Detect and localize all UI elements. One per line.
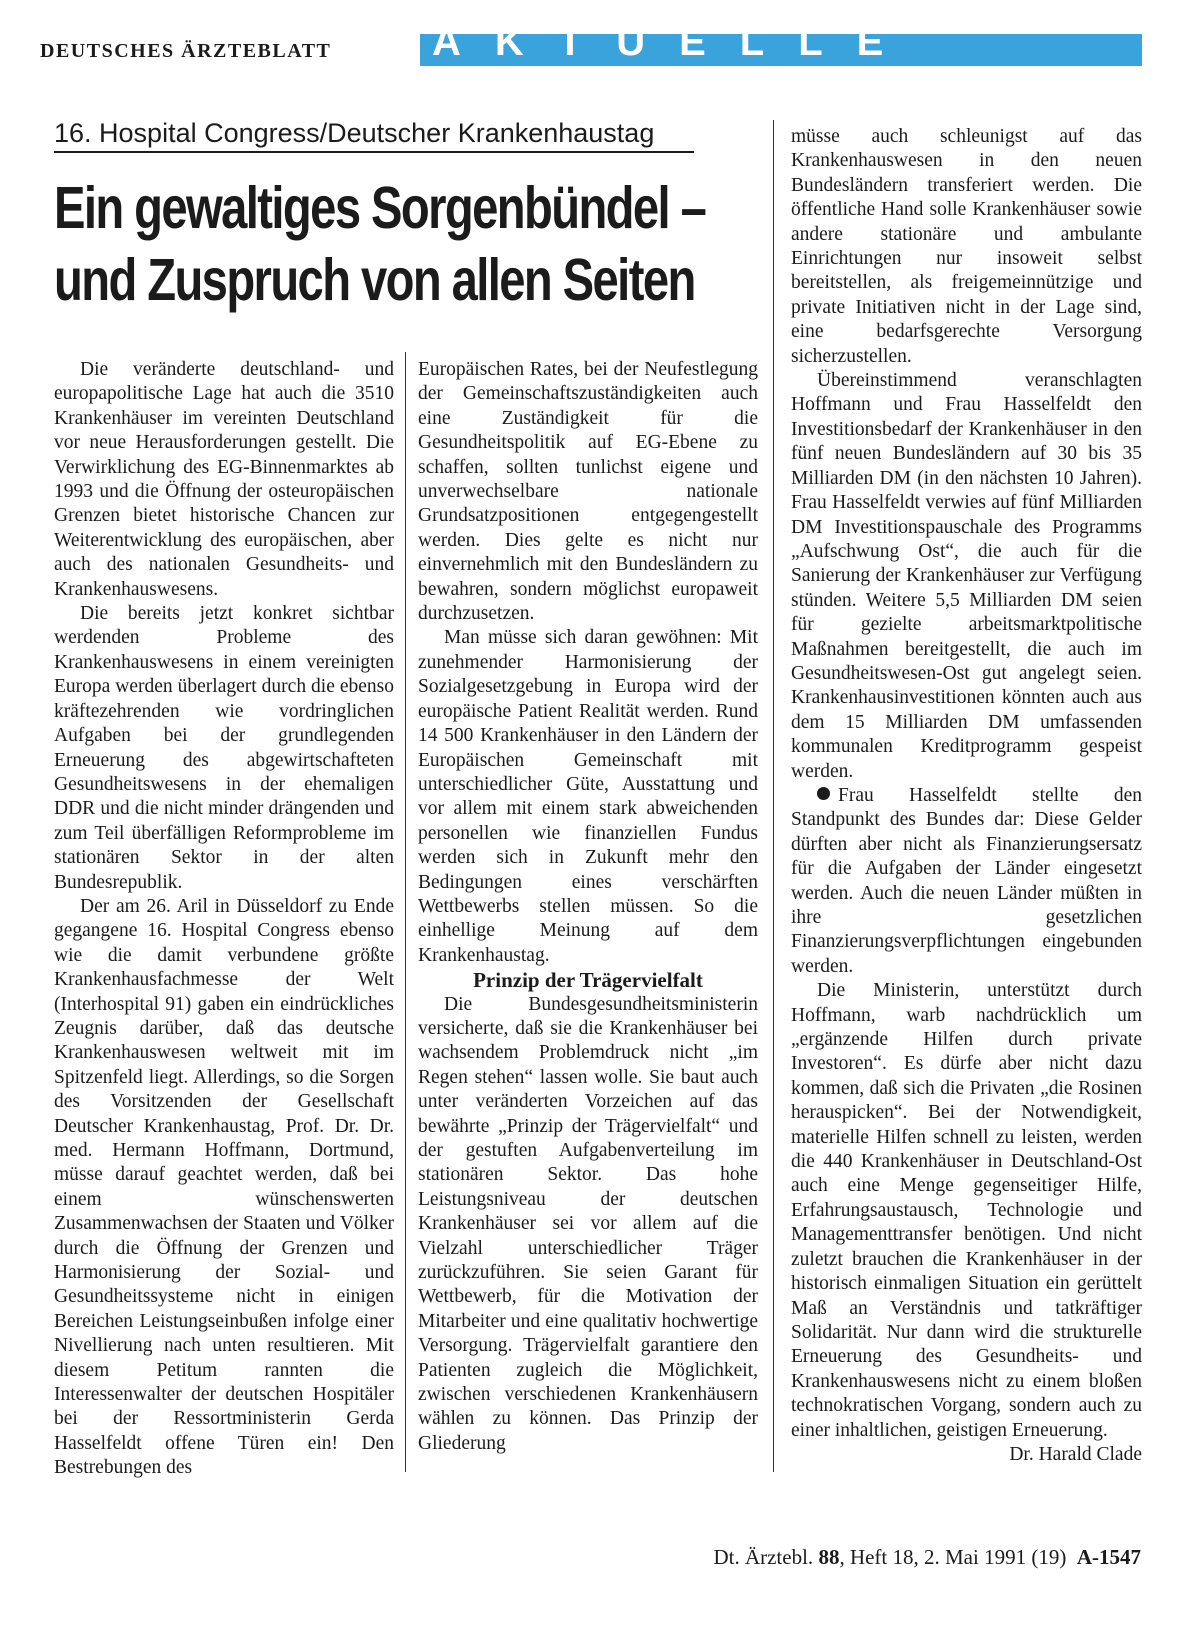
author-byline: Dr. Harald Clade xyxy=(1009,1443,1142,1465)
paragraph: Die Bundesgesundheitsministerin versicherte, daß sie die Krankenhäuser bei wachsendem Problemdruck nicht „im Regen stehen“ lassen wolle. Sie baut auch unter veränderten Vorzeichen auf das bewährte „Prinzip der Trägervielfalt“ und der gestuften Aufgabenverteilung im stationären Sektor. Das hohe Leistungsniveau der deutschen Krankenhäuser sei vor allem auf die Vielzahl unterschiedlicher Träger zurückzuführen. Sie seien Garant für Wettbewerb, für die Motivation der Mitarbeiter und eine qualitativ hochwertige Versorgung. Trägervielfalt garantiere den Patienten zugleich die Möglichkeit, zwischen verschiedenen Krankenhäusern wählen zu können. Das Prinzip der Gliederung xyxy=(418,993,758,1454)
bullet-paragraph-text: Frau Hasselfeldt stellte den Standpunkt des Bundes dar: Diese Gelder dürften aber nicht als Finanzierungsersatz für die Aufgaben der Länder eingesetzt werden. Auch die neuen Länder müßten in ihre gesetzlichen Finanzierungsverpflichtungen eingebunden werden. xyxy=(791,784,1142,977)
section-subhead: Prinzip der Trägervielfalt xyxy=(473,968,703,993)
footer-journal: Dt. Ärztebl. xyxy=(713,1545,814,1569)
column-rule-left xyxy=(405,352,406,1472)
article-kicker: 16. Hospital Congress/Deutscher Krankenhaustag xyxy=(54,116,694,153)
paragraph: Die veränderte deutschland- und europapolitische Lage hat auch die 3510 Krankenhäuser im vereinten Deutschland vor neue Herausforderungen gestellt. Die Verwirklichung des EG-Binnenmarktes ab 1993 und die Öffnung der osteuropäischen Grenzen bietet historische Chancen zur Weiterentwicklung des europäischen, aber auch des nationalen Gesundheits- und Krankenhauswesens. xyxy=(54,359,394,600)
paragraph: müsse auch schleunigst auf das Krankenhauswesen in den neuen Bundesländern transferiert werden. Die öffentliche Hand solle Krankenhäuser sowie andere stationäre und ambulante Einrichtungen nur insoweit selbst bereitstellen, als freigemeinnützige und private Initiativen nicht in der Lage sind, eine bedarfsgerechte Versorgung sicherzustellen. xyxy=(791,126,1142,367)
paragraph: Der am 26. Aril in Düsseldorf zu Ende gegangene 16. Hospital Congress ebenso wie die damit verbundene größte Krankenhausfachmesse der Welt (Interhospital 91) gaben ein eindrückliches Zeugnis darüber, daß das deutsche Krankenhauswesen weltweit mit im Spitzenfeld liegt. Allerdings, so die Sorgen des Vorsitzenden der Gesellschaft Deutscher Krankenhaustag, Prof. Dr. Dr. med. Hermann Hoffmann, Dortmund, müsse darauf geachtet werden, daß bei einem wünschenswerten Zusammenwachsen der Staaten und Völker durch die Öffnung der Grenzen und Harmonisierung der Sozial- und Gesundheitssysteme nicht in einigen Bereichen Leistungseinbußen infolge einer Nivellierung nach unten resultieren. Mit diesem Petitum rannten die Interessenwalter der deutschen Hospitäler bei der Ressortministerin Gerda Hasselfeldt offene Türen ein! Den Bestrebungen des xyxy=(54,895,394,1479)
section-banner-label: AKTUELLE POLITIK xyxy=(432,20,918,109)
text-column-1 xyxy=(54,358,394,1481)
bullet-paragraph xyxy=(791,784,1142,979)
section-banner xyxy=(420,20,1142,109)
bullet-icon xyxy=(817,787,830,800)
article-headline xyxy=(54,172,706,316)
masthead: DEUTSCHES ÄRZTEBLATT xyxy=(40,40,332,62)
footer-volume: 88 xyxy=(818,1545,840,1569)
paragraph: Die Ministerin, unterstützt durch Hoffmann, warb nachdrücklich um „ergänzende Hilfen durch private Investoren“. Es dürfe aber nicht dazu kommen, daß sich die Privaten „die Rosinen herauspicken“. Bei der Notwendigkeit, materielle Hilfen schnell zu leisten, werden die 440 Krankenhäuser in Deutschland-Ost auch eine Menge gegenseitiger Hilfe, Erfahrungsaustausch, Technologie und Managementtransfer benötigen. Und nicht zuletzt brauchen die Krankenhäuser in der historisch einmaligen Situation ein gerüttelt Maß an Verständnis und tatkräftiger Solidarität. Nur dann wird die strukturelle Erneuerung des Gesundheits- und Krankenhauswesens nicht zu einem bloßen technokratischen Vorgang, sondern auch zu einer inhaltlichen, geistigen Erneuerung. xyxy=(791,980,1142,1441)
headline-line-1: Ein gewaltiges Sorgenbündel – xyxy=(54,175,706,241)
paragraph: Man müsse sich daran gewöhnen: Mit zunehmender Harmonisierung der Sozialgesetzgebung in Europa wird der europäische Patient Realität werden. Rund 14 500 Krankenhäuser in den Ländern der Europäischen Gemeinschaft mit unterschiedlicher Güte, Ausstattung und vor allem mit einem stark abweichenden personellen wie finanziellen Fundus werden sich in Zukunft mehr den Bedingungen eines verschärften Wettbewerbs stellen müssen. So die einhellige Meinung auf dem Krankenhaustag. xyxy=(418,627,758,966)
footer-issue: , Heft 18, 2. Mai 1991 (19) xyxy=(839,1545,1067,1569)
footer-page-number: A-1547 xyxy=(1076,1545,1141,1569)
headline-line-2: und Zuspruch von allen Seiten xyxy=(54,247,695,313)
paragraph: Die bereits jetzt konkret sichtbar werdenden Probleme des Krankenhauswesens in einem vereinigten Europa werden überlagert durch die ebenso kräftezehrenden wie vordringlichen Aufgaben bei der grundlegenden Erneuerung des abgewirtschafteten Gesundheitswesens in der ehemaligen DDR und die nicht minder drängenden und zum Teil überfälligen Reformprobleme im stationären Sektor in der alten Bundesrepublik. xyxy=(54,603,394,893)
page-footer xyxy=(713,1545,1141,1570)
paragraph: Europäischen Rates, bei der Neufestlegung der Gemeinschaftszuständigkeiten auch eine Zuständigkeit für die Gesundheitspolitik auf EG-Ebene zu schaffen, sollten tunlichst eigene und unverwechselbare nationale Grundsatzpositionen entgegengestellt werden. Dies gelte es nicht nur einvernehmlich mit den Bundesländern zu bewahren, sondern möglichst europaweit durchzusetzen. xyxy=(418,359,758,625)
text-column-3 xyxy=(791,125,1142,1467)
column-rule-right xyxy=(773,120,774,1472)
paragraph: Übereinstimmend veranschlagten Hoffmann und Frau Hasselfeldt den Investitionsbedarf der Krankenhäuser in den fünf neuen Bundesländern auf 30 bis 35 Milliarden DM (in den nächsten 10 Jahren). Frau Hasselfeldt verwies auf fünf Milliarden DM Investitionspauschale des Programms „Aufschwung Ost“, die auch für die Sanierung der Krankenhäuser zur Verfügung stünden. Weitere 5,5 Milliarden DM seien für gezielte arbeitsmarktpolitische Maßnahmen bereitgestellt, die auch im Gesundheitswesen-Ost gut angelegt seien. Krankenhausinvestitionen könnten auch aus dem 15 Milliarden DM umfassenden kommunalen Kreditprogramm gespeist werden. xyxy=(791,370,1142,782)
text-column-2 xyxy=(418,358,758,1456)
